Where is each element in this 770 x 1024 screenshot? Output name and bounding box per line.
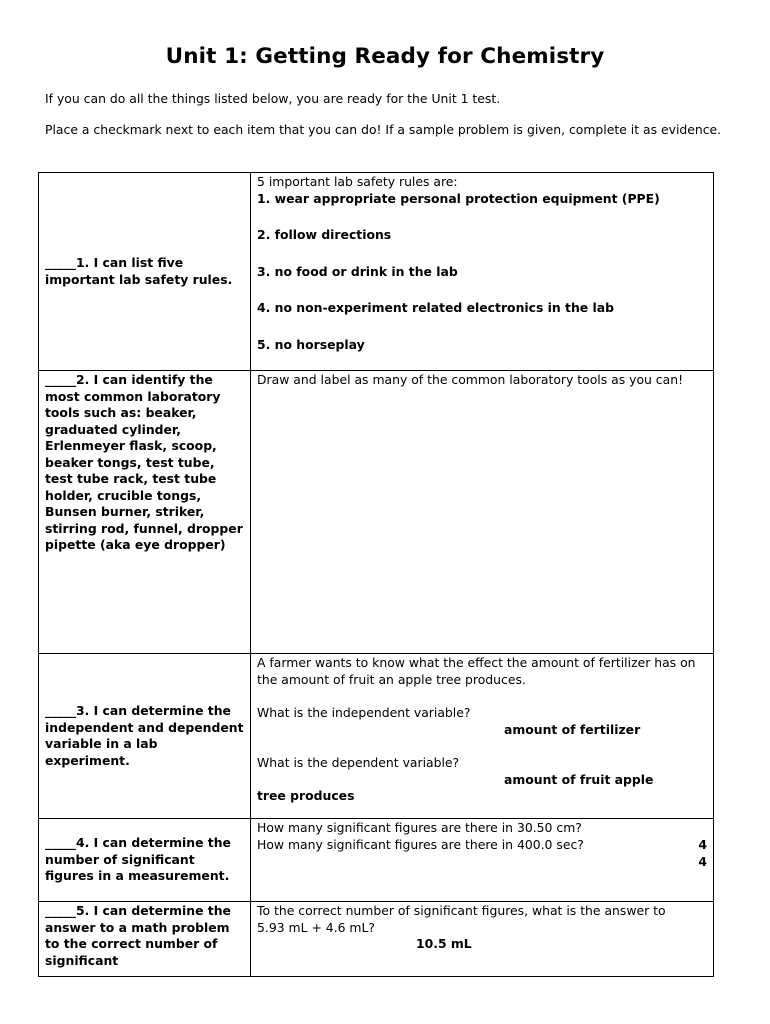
sample-cell [251, 654, 714, 819]
item-label: _____5. I can determine the answer to a math problem to the correct number of significant [39, 902, 251, 977]
sample-cell [251, 902, 714, 977]
table-row [39, 654, 714, 819]
safety-rule: 1. wear appropriate personal protection equipment (PPE) [257, 190, 660, 206]
answer-text: amount of fruit apple [504, 771, 654, 787]
item-label: _____3. I can determine the independent and dependent variable in a lab experiment. [39, 654, 251, 819]
question-text: What is the independent variable? [257, 705, 471, 720]
safety-rule: 4. no non-experiment related electronics in the lab [257, 300, 614, 315]
table-row [39, 173, 714, 371]
math-expression: 5.93 mL + 4.6 mL? [257, 919, 375, 935]
drawing-area[interactable] [251, 371, 714, 654]
sample-cell [251, 819, 714, 902]
answer-text: tree produces [257, 788, 355, 803]
question-text: What is the dependent variable? [257, 755, 460, 770]
answer-text: 4 [698, 853, 707, 869]
question-text: How many significant figures are there in 400.0 sec? [257, 837, 584, 852]
safety-rule: 3. no food or drink in the lab [257, 263, 458, 279]
table-row [39, 902, 714, 977]
checklist-table [38, 172, 714, 977]
item-label: _____1. I can list five important lab safety rules. [39, 173, 251, 371]
question-text: How many significant figures are there in 30.50 cm? [257, 820, 582, 835]
answer-text: 10.5 mL [416, 936, 472, 951]
item-label: _____4. I can determine the number of significant figures in a measurement. [39, 819, 251, 902]
page-title: Unit 1: Getting Ready for Chemistry [165, 44, 605, 69]
table-row [39, 819, 714, 902]
safety-rule: 2. follow directions [257, 227, 392, 242]
intro-text: If you can do all the things listed below, you are ready for the Unit 1 test. [45, 91, 501, 106]
answer-text: 4 [698, 836, 707, 852]
drawing-prompt: Draw and label as many of the common laboratory tools as you can! [257, 372, 684, 387]
rules-heading: 5 important lab safety rules are: [257, 174, 458, 189]
safety-rule: 5. no horseplay [257, 336, 365, 352]
question-text: To the correct number of significant figures, what is the answer to [257, 903, 666, 918]
item-label: _____2. I can identify the most common laboratory tools such as: beaker, graduated cylinder, Erlenmeyer flask, scoop, beaker tongs, test tube, test tube rack, test tube holder, crucible tongs, Bunsen burner, striker, stirring rod, funnel, dropper pipette (aka eye dropper) [39, 371, 251, 654]
instructions-text: Place a checkmark next to each item that you can do! If a sample problem is given, complete it as evidence. [45, 122, 722, 137]
sample-cell [251, 173, 714, 371]
table-row [39, 371, 714, 654]
answer-text: amount of fertilizer [504, 721, 641, 737]
scenario-text: A farmer wants to know what the effect the amount of fertilizer has on the amount of fruit an apple tree produces. [257, 655, 696, 687]
